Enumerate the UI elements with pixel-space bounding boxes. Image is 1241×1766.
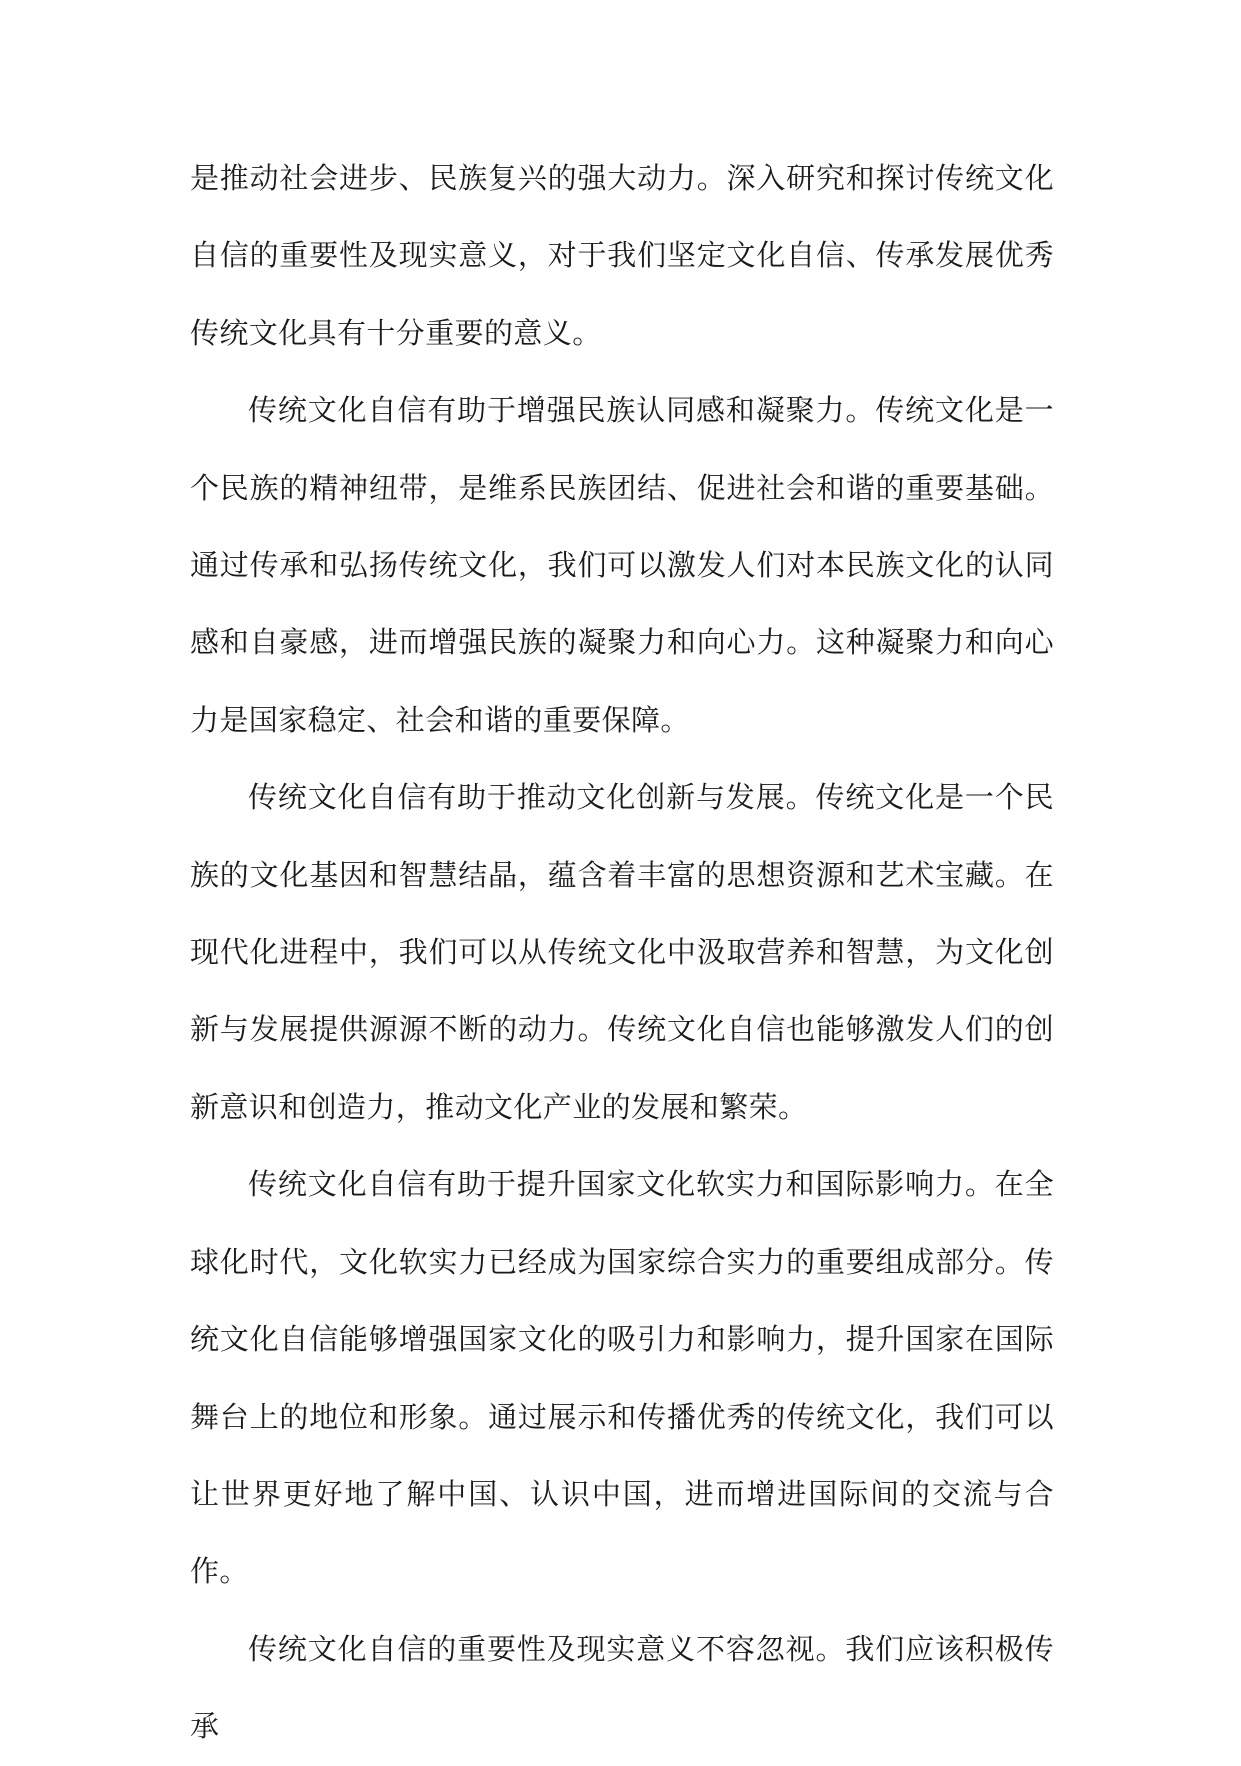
paragraph-4: 传统文化自信有助于提升国家文化软实力和国际影响力。在全球化时代，文化软实力已经成为国家综合实力的重要组成部分。传统文化自信能够增强国家文化的吸引力和影响力，提升国家在国际舞台上的地位和形象。通过展示和传播优秀的传统文化，我们可以让世界更好地了解中国、认识中国，进而增进国际间的交流与合作。 <box>190 1167 1054 1589</box>
paragraph-3: 传统文化自信有助于推动文化创新与发展。传统文化是一个民族的文化基因和智慧结晶，蕴含着丰富的思想资源和艺术宝藏。在现代化进程中，我们可以从传统文化中汲取营养和智慧，为文化创新与发展提供源源不断的动力。传统文化自信也能够激发人们的创新意识和创造力，推动文化产业的发展和繁荣。 <box>190 780 1054 1124</box>
paragraph-2: 传统文化自信有助于增强民族认同感和凝聚力。传统文化是一个民族的精神纽带，是维系民族团结、促进社会和谐的重要基础。通过传承和弘扬传统文化，我们可以激发人们对本民族文化的认同感和自豪感，进而增强民族的凝聚力和向心力。这种凝聚力和向心力是国家稳定、社会和谐的重要保障。 <box>190 393 1054 737</box>
document-body <box>190 140 1054 1766</box>
paragraph-1: 是推动社会进步、民族复兴的强大动力。深入研究和探讨传统文化自信的重要性及现实意义，对于我们坚定文化自信、传承发展优秀传统文化具有十分重要的意义。 <box>190 161 1054 350</box>
paragraph-5: 传统文化自信的重要性及现实意义不容忽视。我们应该积极传承 <box>190 1631 1054 1744</box>
